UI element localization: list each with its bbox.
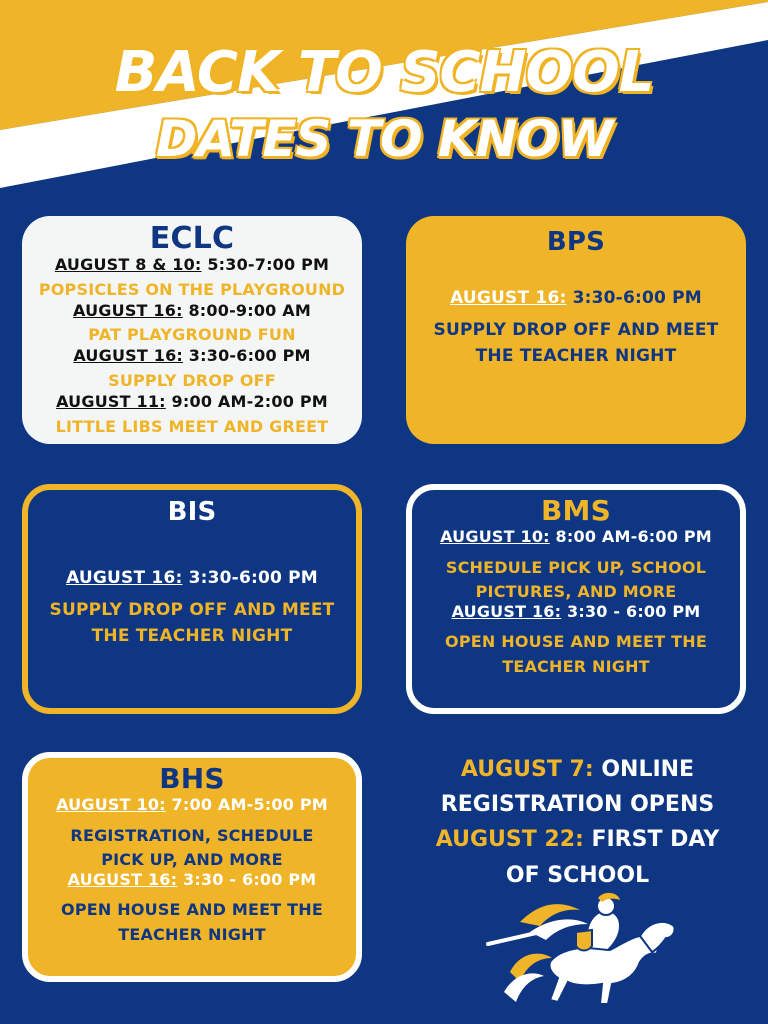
bms-event-2-datetime: AUGUST 16: 3:30 - 6:00 PM — [451, 601, 701, 621]
bms-event-1-datetime: AUGUST 10: 8:00 AM-6:00 PM — [440, 526, 712, 546]
title-line-1: BACK TO SCHOOL — [114, 40, 654, 105]
bis-datetime: AUGUST 16: 3:30-6:00 PM — [66, 567, 318, 588]
note-2-line-2: OF SCHOOL — [505, 862, 650, 888]
eclc-event-3-desc: SUPPLY DROP OFF — [108, 370, 276, 390]
bhs-event-2-datetime: AUGUST 16: 3:30 - 6:00 PM — [67, 869, 317, 889]
bps-heading: BPS — [546, 227, 606, 257]
bms-card — [406, 484, 746, 714]
knight-on-horse-icon — [480, 892, 680, 1010]
bhs-card — [22, 752, 362, 982]
bis-desc-2: THE TEACHER NIGHT — [91, 626, 293, 647]
eclc-event-4-desc: LITTLE LIBS MEET AND GREET — [55, 416, 329, 436]
eclc-event-3-datetime: AUGUST 16: 3:30-6:00 PM — [73, 346, 311, 366]
eclc-event-2-desc: PAT PLAYGROUND FUN — [88, 325, 296, 345]
bms-event-1-desc-2: PICTURES, AND MORE — [475, 582, 677, 602]
bhs-heading: BHS — [159, 762, 225, 795]
eclc-event-2-datetime: AUGUST 16: 8:00-9:00 AM — [73, 300, 311, 320]
bis-card — [22, 484, 362, 714]
title-line-2: DATES TO KNOW — [155, 110, 613, 168]
bhs-event-2-desc-1: OPEN HOUSE AND MEET THE — [61, 900, 323, 920]
eclc-card — [22, 216, 362, 444]
note-1-line-1: AUGUST 7: ONLINE — [460, 757, 695, 782]
bis-desc-1: SUPPLY DROP OFF AND MEET — [49, 599, 335, 620]
note-2-line-1: AUGUST 22: FIRST DAY — [435, 827, 720, 853]
bps-desc-1: SUPPLY DROP OFF AND MEET — [433, 319, 719, 340]
note-1-line-2: REGISTRATION OPENS — [440, 792, 715, 818]
bms-event-2-desc-2: TEACHER NIGHT — [502, 657, 650, 677]
bms-event-1-desc-1: SCHEDULE PICK UP, SCHOOL — [445, 557, 707, 577]
bps-desc-2: THE TEACHER NIGHT — [475, 346, 677, 367]
bps-datetime: AUGUST 16: 3:30-6:00 PM — [450, 287, 702, 308]
eclc-event-4-datetime: AUGUST 11: 9:00 AM-2:00 PM — [56, 391, 328, 411]
bhs-event-1-desc-2: PICK UP, AND MORE — [101, 850, 283, 870]
key-dates-notes — [405, 752, 750, 893]
bps-card — [406, 216, 746, 444]
eclc-event-1-desc: POPSICLES ON THE PLAYGROUND — [38, 279, 346, 299]
bhs-event-1-desc-1: REGISTRATION, SCHEDULE — [70, 825, 314, 845]
bis-heading: BIS — [167, 497, 217, 527]
bhs-event-1-datetime: AUGUST 10: 7:00 AM-5:00 PM — [56, 794, 328, 814]
eclc-event-1-datetime: AUGUST 8 & 10: 5:30-7:00 PM — [54, 255, 330, 274]
bms-event-2-desc-1: OPEN HOUSE AND MEET THE — [445, 632, 707, 652]
bhs-event-2-desc-2: TEACHER NIGHT — [118, 925, 266, 945]
eclc-heading: ECLC — [149, 221, 235, 256]
bms-heading: BMS — [541, 494, 611, 527]
